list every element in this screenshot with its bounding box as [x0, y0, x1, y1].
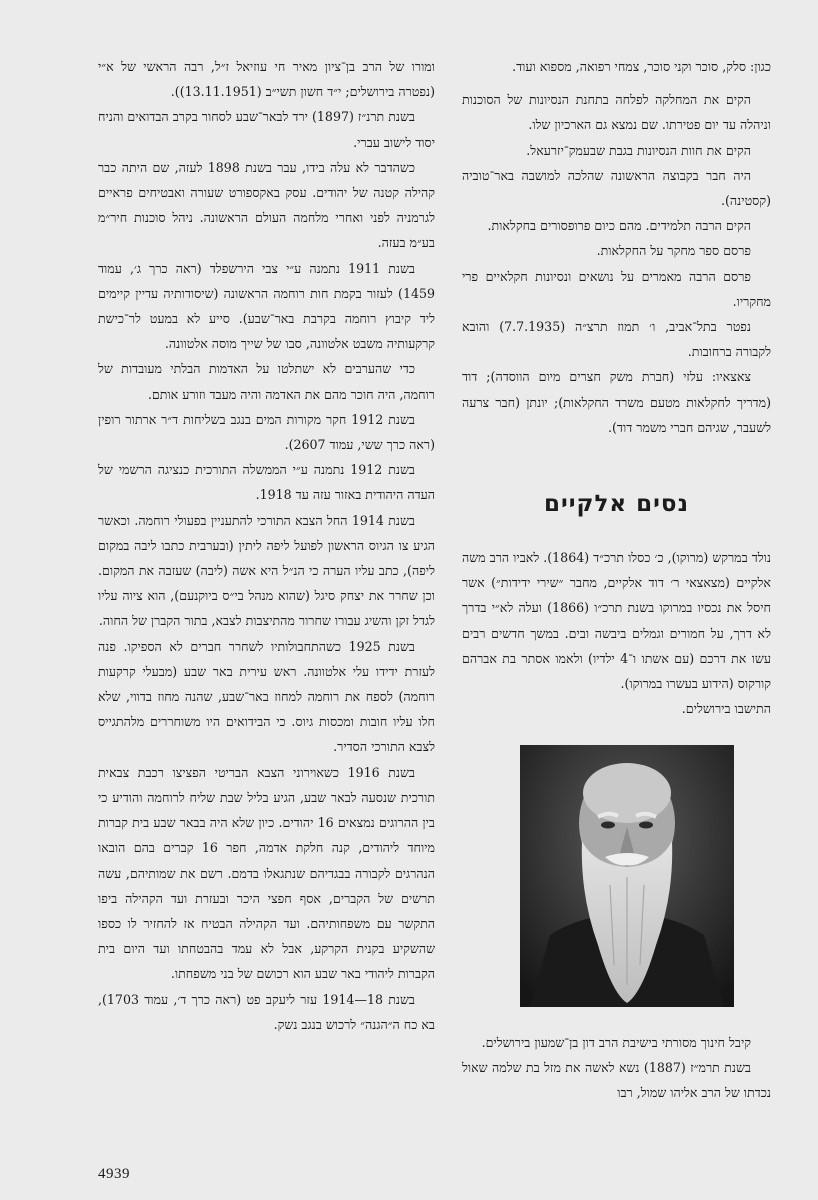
paragraph: בשנת 1912 נתמנה ע״י הממשלה התורכית כנציגה הרשמי של העדה היהודית באזור עזה עד 1918. — [98, 462, 435, 503]
portrait-image — [520, 745, 734, 1007]
paragraph: בשנת תרנ״ז (1897) ירד לבאר־שבע לסחור בקרב הבדואים והניח יסוד לישוב עברי. — [98, 109, 435, 150]
left-column — [98, 54, 435, 1037]
biography-intro — [462, 545, 771, 721]
paragraph: כדי שהערבים לא ישתלטו על האדמות הבלתי מעובדות של רוחמה, היה חוכר מהם את האדמה והיה מעבד וזורע אותם. — [98, 361, 435, 402]
paragraph: ומורו של הרב בן־ציון מאיר חי עוזיאל ז״ל, רבה הראשי של א״י (נפטרה בירושלים; י״ד חשון תשי״ב (13.11.1951)). — [98, 59, 435, 100]
paragraph: צאצאיו: עלזי (חברת משק חצרים מיום הווסדה); דוד (מדריך לחקלאות מטעם משרד החקלאות); יונתן (חבר צרעה לשעבר, שגיהם חברי משמר דוד). — [462, 369, 771, 435]
paragraph: בשנת 1911 נתמנה ע״י צבי הירשפלד (ראה כרך ג׳, עמוד 1459) לעזור בקמת חות רוחמה הראשונה (שיסודותיה עדיין קיימים ליד קיבוץ רוחמה בקרבת באר־שבע). סייע לא במעט לר־כישת קרקעותיה משבט אלטוונה, סבו של שייך מוסה אלטוונה. — [98, 260, 435, 352]
paragraph: נולד במרקש (מרוקו), כ׳ כסלו תרכ״ד (1864). לאביו הרב משה אלקיים (מצאצאי ר׳ דוד אלקיים, מחבר ״שירי ידידות״) אשר חיסל את נכסיו במרוקו בשנת תרכ״ו (1866) ועלה לא״י בדרך לא דרך, על חמורים וגמלים ביבשה ובים. במשך חדשים רבים עשו את דרכם (עם אשתו ו־4 ילדיו) ולאמו אסתר בת אברהם קורקוס (הידוע בעשרו במרוקו). — [462, 550, 771, 692]
paragraph: קיבל חינוך מסורתי בישיבת הרב דון בן־שמעון בירושלים. — [481, 1035, 751, 1050]
right-column — [462, 54, 771, 440]
paragraph: בשנת 1914 החל הצבא התורכי להתעניין בפעולי רוחמה. וכאשר הגיע צו הגיוס הראשון לפועל ליפה ליתין (ובערבית כתבו ליבה במקום ליפה), כתב עליו הערה כי הנ״ל היא אשה (ליבה) שעזבה את המקום. וכן שחרר את יצחק סיגל (שהוא מנהל בי״ס ביוקנעם), הוא ציוה עליו לגדל זקן והשיג עבורו שחרור מהתיצבות לצבא, בתור הקברן של החוה. — [98, 512, 435, 629]
paragraph: בשנת 1912 חקר מקורות המים בנגב בשליחות ד״ר ארתור רופין (ראה כרך ששי, עמוד 2607). — [98, 411, 435, 453]
paragraph: הקים את חוות הנסיונות בגבת שבעמק־יזרעאל. — [526, 142, 751, 158]
portrait-photo — [520, 745, 734, 1007]
paragraph: כגון: סלק, סוכר וקני סוכר, צמחי רפואה, מספוא ועוד. — [512, 59, 771, 74]
paragraph: בשנת 18—1914 עזר ליעקב פט (ראה כרך ד׳, עמוד 1703), בא כח ה״הגנה״ לרכוש בנגב נשק. — [98, 991, 435, 1032]
paragraph: התישבו בירושלים. — [681, 701, 771, 717]
entry-heading: נסים אלקיים — [543, 491, 689, 517]
paragraph: בשנת 1925 כשהתחבולותיו לשחרר חברים לא הספיקו. פנה לעזרת ידידו עלי אלטוונה. ראש עירית באר שבע (מבעלי קרקעות רוחמה) לספח את רוחמה למחוז באר־שבע, שהנה מחוז בדווי, שלא חלו עליו חובות ומכסות גיוס. כי הבידואים היו משוחררים מלהתגייס לצבא התורכי הסדיר. — [98, 638, 435, 755]
paragraph: בשנת תרמ״ז (1887) נשא לאשה את מזל בת שלמה שאול נכדתו של הרב אליהו שמול, רבו — [462, 1060, 771, 1101]
biography-continued — [462, 1030, 771, 1106]
paragraph: בשנת 1916 כשאוירוני הצבא הבריטי הפציצו רכבת צבאית תורכית שנסעה לבאר שבע, הגיע בליל שבת שליח לרוחמה והודיע כי בין ההרוגים נמצאים 16 יהודים. כיון שלא היה בבאר שבע בית קברות מיוחד ליהודים, קנה חלקת אדמה, חפר 16 קברים בהם הובאו הנהרגים לקבורה בבגדיהם שנתגאלו בדמם. רשם את שמותיהם, עשה תרשים של הקברים, אסף חפצי היכר ובעזרת ועד הקהילה ביפו התקשר עם משפחותיהם. ועד הקהילה הבטיח אז להחזיר לו כספו שהשקיע בקנית הקרקע, אבל לא עמד בהבטחתו ועד היום בית הקברות ליהודי באר שבע הוא רכושם של בני משפחתו. — [98, 764, 435, 982]
paragraph: נפטר בתל־אביב, ו׳ תמוז תרצ״ה (7.7.1935) והובא לקבורה ברחובות. — [462, 319, 771, 360]
paragraph: פרסם הרבה מאמרים על נושאים ונסיונות חקלאיים פרי מחקריו. — [462, 268, 771, 309]
paragraph: היה חבר בקבוצה הראשונה שהלכה למושבה באר־טוביה (קסטינה). — [462, 167, 771, 209]
paragraph: הקים את המחלקה לפלחה בתחנת הנסיונות של הסוכנות וניהלה עד יום פטירתו. שם נמצא גם הארכיון שלו. — [462, 92, 771, 133]
paragraph: הקים הרבה תלמידים. מהם כיום פרופסורים בחקלאות. — [487, 218, 751, 234]
page-number: 4939 — [98, 1166, 130, 1182]
paragraph: כשהדבר לא עלה בידו, עבר בשנת 1898 לעזה, שם היתה כבר קהילה קטנה של יהודים. עסק באקספורט שעורה ואבטיחים פראיים לגרמניה לפני ואחרי מלחמה העולם הראשונה. ניהל סוכנות חיר״מ בע״מ בעזה. — [98, 159, 435, 251]
paragraph: פרסם ספר מחקר על החקלאות. — [596, 243, 751, 259]
